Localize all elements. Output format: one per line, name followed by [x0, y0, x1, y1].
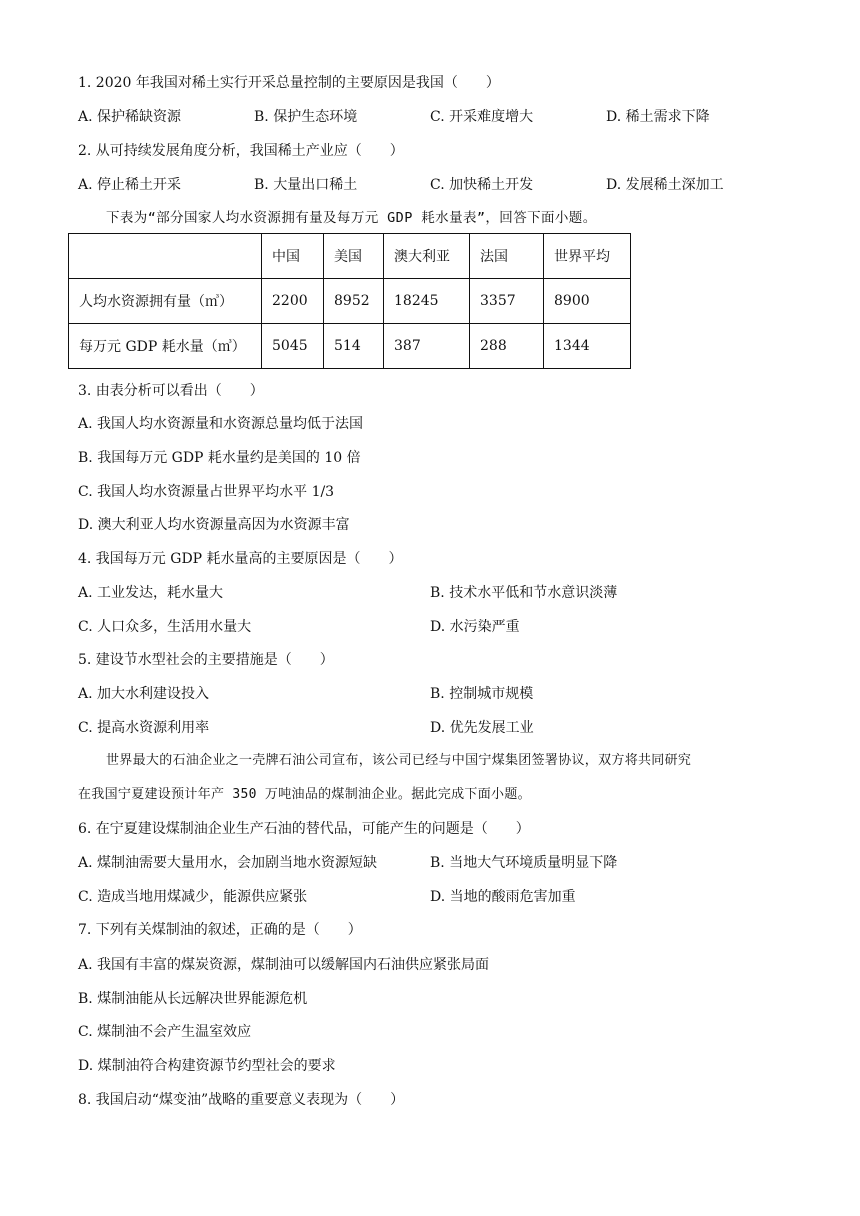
table-header-cell: 中国 — [262, 234, 324, 279]
question-7-option-b[interactable]: B. 煤制油能从长远解决世界能源危机 — [78, 991, 308, 1007]
table-cell: 18245 — [384, 279, 470, 324]
question-2-option-b[interactable]: B. 大量出口稀土 — [254, 177, 358, 193]
table-cell: 2200 — [262, 279, 324, 324]
table-header-cell: 澳大利亚 — [384, 234, 470, 279]
passage-line-2: 在我国宁夏建设预计年产 350 万吨油品的煤制油企业。据此完成下面小题。 — [78, 787, 531, 802]
table-cell: 514 — [324, 324, 384, 369]
question-1-stem: 1. 2020 年我国对稀土实行开采总量控制的主要原因是我国（ ） — [78, 75, 500, 91]
table-row — [69, 279, 631, 324]
question-5-option-d[interactable]: D. 优先发展工业 — [430, 720, 534, 736]
question-1-option-d[interactable]: D. 稀土需求下降 — [606, 109, 710, 125]
question-4-option-d[interactable]: D. 水污染严重 — [430, 619, 520, 635]
question-2-option-c[interactable]: C. 加快稀土开发 — [430, 177, 534, 193]
table-cell: 3357 — [470, 279, 544, 324]
table-cell: 8952 — [324, 279, 384, 324]
table-header-row — [69, 234, 631, 279]
question-2-option-d[interactable]: D. 发展稀土深加工 — [606, 177, 724, 193]
table-row — [69, 324, 631, 369]
question-4-option-a[interactable]: A. 工业发达，耗水量大 — [78, 585, 224, 601]
question-3-option-c[interactable]: C. 我国人均水资源量占世界平均水平 1/3 — [78, 484, 335, 500]
question-3-stem: 3. 由表分析可以看出（ ） — [78, 383, 264, 399]
table-cell: 8900 — [544, 279, 631, 324]
question-6-stem: 6. 在宁夏建设煤制油企业生产石油的替代品，可能产生的问题是（ ） — [78, 821, 530, 837]
table-header-cell — [69, 234, 262, 279]
question-7-option-a[interactable]: A. 我国有丰富的煤炭资源，煤制油可以缓解国内石油供应紧张局面 — [78, 957, 490, 973]
question-7-option-d[interactable]: D. 煤制油符合构建资源节约型社会的要求 — [78, 1058, 336, 1074]
table-header-cell: 世界平均 — [544, 234, 631, 279]
question-1-option-a[interactable]: A. 保护稀缺资源 — [78, 109, 182, 125]
question-3-option-b[interactable]: B. 我国每万元 GDP 耗水量约是美国的 10 倍 — [78, 450, 361, 466]
question-8-stem: 8. 我国启动“煤变油”战略的重要意义表现为（ ） — [78, 1092, 405, 1108]
table-cell: 387 — [384, 324, 470, 369]
question-4-stem: 4. 我国每万元 GDP 耗水量高的主要原因是（ ） — [78, 551, 403, 567]
question-7-option-c[interactable]: C. 煤制油不会产生温室效应 — [78, 1024, 252, 1040]
table-header-cell: 美国 — [324, 234, 384, 279]
question-2-option-a[interactable]: A. 停止稀土开采 — [78, 177, 182, 193]
table-row-label: 每万元 GDP 耗水量（㎥） — [69, 324, 262, 369]
question-5-option-a[interactable]: A. 加大水利建设投入 — [78, 686, 210, 702]
table-intro: 下表为“部分国家人均水资源拥有量及每万元 GDP 耗水量表”，回答下面小题。 — [106, 210, 597, 226]
table-cell: 5045 — [262, 324, 324, 369]
question-3-option-a[interactable]: A. 我国人均水资源量和水资源总量均低于法国 — [78, 416, 364, 432]
table-cell: 288 — [470, 324, 544, 369]
question-6-option-a[interactable]: A. 煤制油需要大量用水，会加剧当地水资源短缺 — [78, 855, 378, 871]
question-6-option-c[interactable]: C. 造成当地用煤减少，能源供应紧张 — [78, 889, 308, 905]
question-2-stem: 2. 从可持续发展角度分析，我国稀土产业应（ ） — [78, 143, 404, 159]
table-row-label: 人均水资源拥有量（㎥） — [69, 279, 262, 324]
water-resource-table — [68, 233, 631, 369]
question-1-option-c[interactable]: C. 开采难度增大 — [430, 109, 534, 125]
question-5-option-b[interactable]: B. 控制城市规模 — [430, 686, 534, 702]
question-6-option-b[interactable]: B. 当地大气环境质量明显下降 — [430, 855, 618, 871]
question-7-stem: 7. 下列有关煤制油的叙述，正确的是（ ） — [78, 922, 362, 938]
question-1-option-b[interactable]: B. 保护生态环境 — [254, 109, 358, 125]
passage-line-1: 世界最大的石油企业之一壳牌石油公司宣布，该公司已经与中国宁煤集团签署协议，双方将共同研究 — [106, 753, 692, 768]
question-5-stem: 5. 建设节水型社会的主要措施是（ ） — [78, 652, 334, 668]
question-4-option-c[interactable]: C. 人口众多，生活用水量大 — [78, 619, 252, 635]
question-4-option-b[interactable]: B. 技术水平低和节水意识淡薄 — [430, 585, 618, 601]
question-3-option-d[interactable]: D. 澳大利亚人均水资源量高因为水资源丰富 — [78, 517, 350, 533]
question-6-option-d[interactable]: D. 当地的酸雨危害加重 — [430, 889, 576, 905]
table-cell: 1344 — [544, 324, 631, 369]
question-5-option-c[interactable]: C. 提高水资源利用率 — [78, 720, 210, 736]
table-header-cell: 法国 — [470, 234, 544, 279]
